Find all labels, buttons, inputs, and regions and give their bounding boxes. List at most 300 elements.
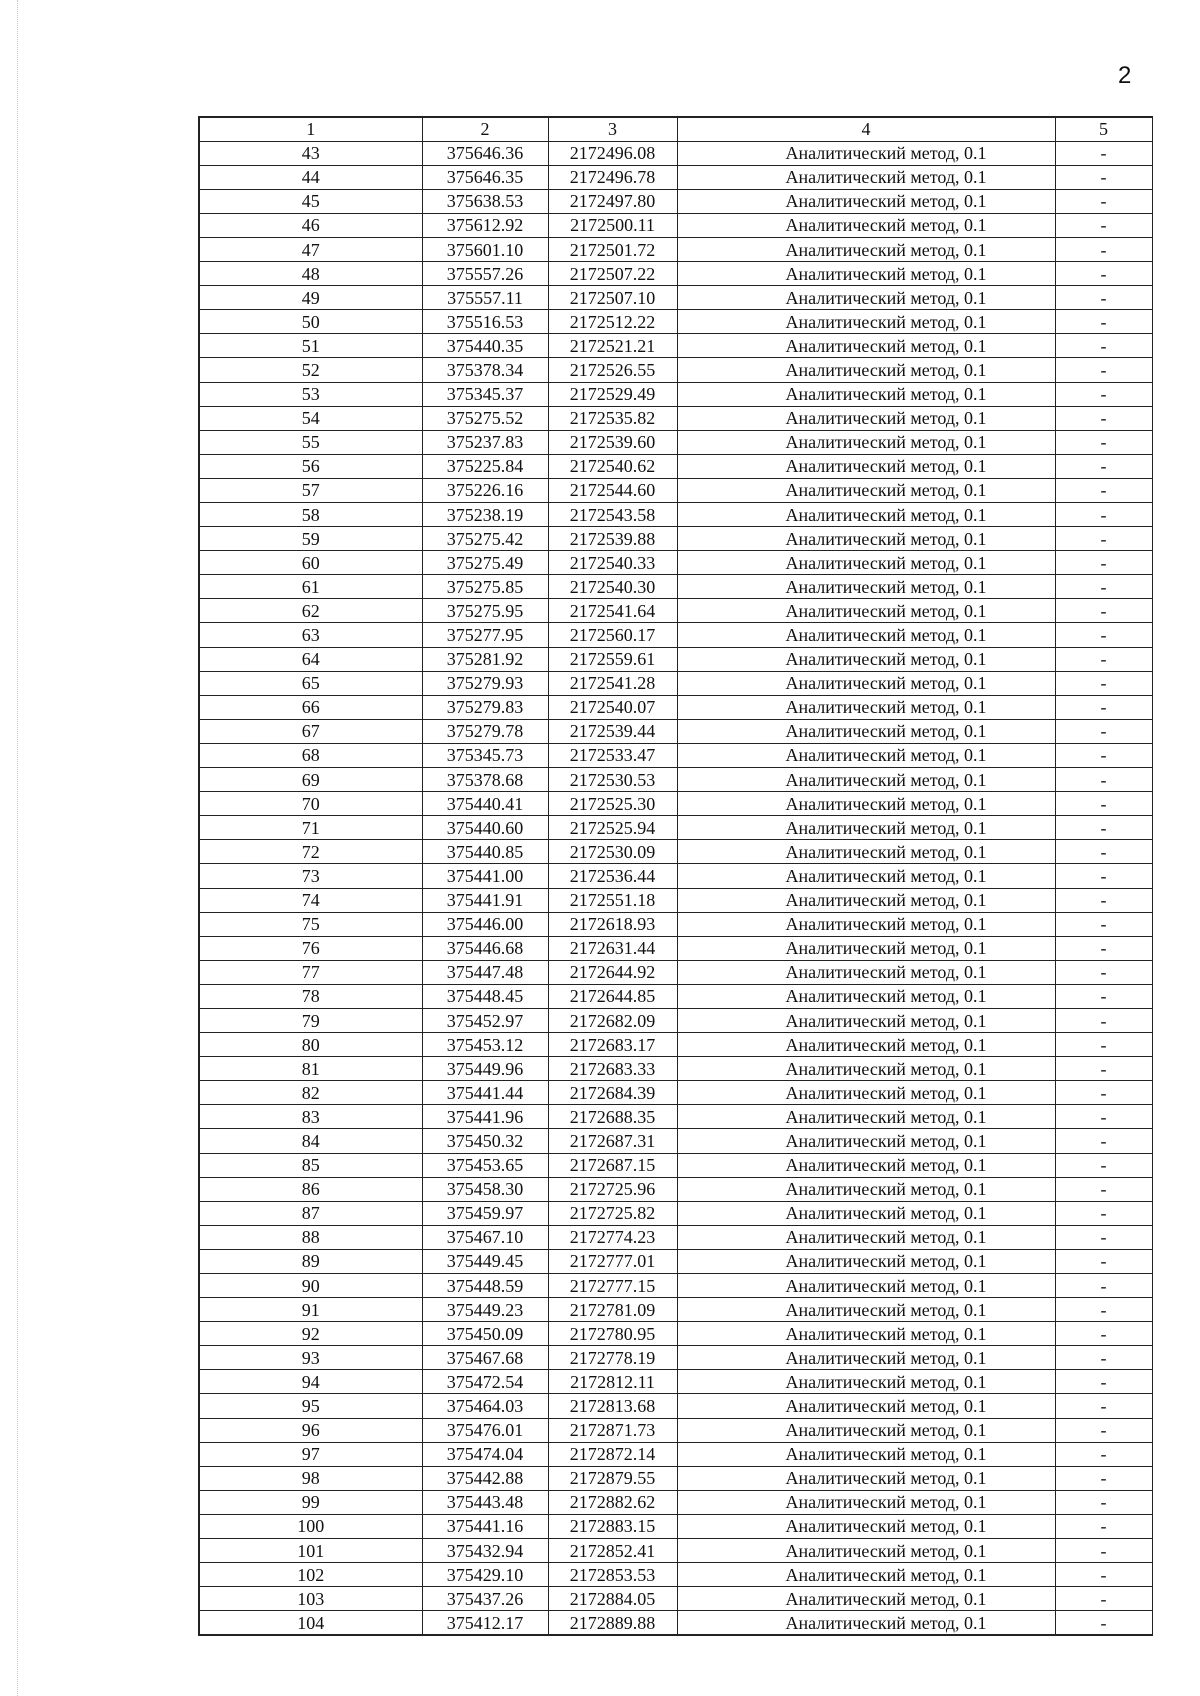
x-coordinate-cell: 375646.35 xyxy=(422,165,548,189)
x-coordinate-cell: 375449.96 xyxy=(422,1057,548,1081)
note-cell: - xyxy=(1055,1370,1152,1394)
y-coordinate-cell: 2172501.72 xyxy=(548,237,677,261)
method-cell: Аналитический метод, 0.1 xyxy=(677,237,1055,261)
note-cell: - xyxy=(1055,695,1152,719)
point-number-cell: 93 xyxy=(199,1346,422,1370)
method-cell: Аналитический метод, 0.1 xyxy=(677,912,1055,936)
y-coordinate-cell: 2172541.28 xyxy=(548,671,677,695)
method-cell: Аналитический метод, 0.1 xyxy=(677,1514,1055,1538)
y-coordinate-cell: 2172512.22 xyxy=(548,310,677,334)
note-cell: - xyxy=(1055,1249,1152,1273)
note-cell: - xyxy=(1055,1274,1152,1298)
method-cell: Аналитический метод, 0.1 xyxy=(677,575,1055,599)
method-cell: Аналитический метод, 0.1 xyxy=(677,1274,1055,1298)
x-coordinate-cell: 375378.68 xyxy=(422,768,548,792)
y-coordinate-cell: 2172682.09 xyxy=(548,1008,677,1032)
y-coordinate-cell: 2172543.58 xyxy=(548,503,677,527)
x-coordinate-cell: 375458.30 xyxy=(422,1177,548,1201)
point-number-cell: 59 xyxy=(199,527,422,551)
method-cell: Аналитический метод, 0.1 xyxy=(677,551,1055,575)
point-number-cell: 51 xyxy=(199,334,422,358)
method-cell: Аналитический метод, 0.1 xyxy=(677,1322,1055,1346)
y-coordinate-cell: 2172725.96 xyxy=(548,1177,677,1201)
x-coordinate-cell: 375446.68 xyxy=(422,936,548,960)
scan-margin-line xyxy=(17,0,18,1696)
y-coordinate-cell: 2172525.94 xyxy=(548,816,677,840)
y-coordinate-cell: 2172883.15 xyxy=(548,1514,677,1538)
method-cell: Аналитический метод, 0.1 xyxy=(677,647,1055,671)
table-row xyxy=(199,1129,1152,1153)
x-coordinate-cell: 375448.45 xyxy=(422,984,548,1008)
method-cell: Аналитический метод, 0.1 xyxy=(677,888,1055,912)
x-coordinate-cell: 375440.85 xyxy=(422,840,548,864)
table-row xyxy=(199,382,1152,406)
note-cell: - xyxy=(1055,237,1152,261)
y-coordinate-cell: 2172781.09 xyxy=(548,1298,677,1322)
table-row xyxy=(199,358,1152,382)
point-number-cell: 68 xyxy=(199,743,422,767)
method-cell: Аналитический метод, 0.1 xyxy=(677,1057,1055,1081)
note-cell: - xyxy=(1055,1298,1152,1322)
point-number-cell: 96 xyxy=(199,1418,422,1442)
table-row xyxy=(199,1105,1152,1129)
y-coordinate-cell: 2172541.64 xyxy=(548,599,677,623)
method-cell: Аналитический метод, 0.1 xyxy=(677,840,1055,864)
point-number-cell: 53 xyxy=(199,382,422,406)
method-cell: Аналитический метод, 0.1 xyxy=(677,1418,1055,1442)
y-coordinate-cell: 2172540.33 xyxy=(548,551,677,575)
note-cell: - xyxy=(1055,1105,1152,1129)
x-coordinate-cell: 375452.97 xyxy=(422,1008,548,1032)
x-coordinate-cell: 375453.12 xyxy=(422,1033,548,1057)
note-cell: - xyxy=(1055,1563,1152,1587)
point-number-cell: 56 xyxy=(199,454,422,478)
coordinates-table xyxy=(198,116,1153,1636)
y-coordinate-cell: 2172644.85 xyxy=(548,984,677,1008)
method-cell: Аналитический метод, 0.1 xyxy=(677,1081,1055,1105)
x-coordinate-cell: 375279.83 xyxy=(422,695,548,719)
point-number-cell: 97 xyxy=(199,1442,422,1466)
method-cell: Аналитический метод, 0.1 xyxy=(677,816,1055,840)
page-number: 2 xyxy=(1118,62,1132,89)
table-row xyxy=(199,1225,1152,1249)
y-coordinate-cell: 2172530.09 xyxy=(548,840,677,864)
note-cell: - xyxy=(1055,262,1152,286)
y-coordinate-cell: 2172540.62 xyxy=(548,454,677,478)
method-cell: Аналитический метод, 0.1 xyxy=(677,695,1055,719)
x-coordinate-cell: 375275.52 xyxy=(422,406,548,430)
method-cell: Аналитический метод, 0.1 xyxy=(677,671,1055,695)
point-number-cell: 104 xyxy=(199,1611,422,1635)
point-number-cell: 91 xyxy=(199,1298,422,1322)
table-row xyxy=(199,503,1152,527)
note-cell: - xyxy=(1055,864,1152,888)
table-row xyxy=(199,1033,1152,1057)
y-coordinate-cell: 2172540.30 xyxy=(548,575,677,599)
table-row xyxy=(199,334,1152,358)
y-coordinate-cell: 2172521.21 xyxy=(548,334,677,358)
method-cell: Аналитический метод, 0.1 xyxy=(677,165,1055,189)
table-row xyxy=(199,984,1152,1008)
note-cell: - xyxy=(1055,816,1152,840)
table-row xyxy=(199,864,1152,888)
point-number-cell: 92 xyxy=(199,1322,422,1346)
method-cell: Аналитический метод, 0.1 xyxy=(677,1563,1055,1587)
method-cell: Аналитический метод, 0.1 xyxy=(677,213,1055,237)
note-cell: - xyxy=(1055,1153,1152,1177)
table-row xyxy=(199,719,1152,743)
method-cell: Аналитический метод, 0.1 xyxy=(677,1370,1055,1394)
table-row xyxy=(199,1490,1152,1514)
table-row xyxy=(199,1370,1152,1394)
table-row xyxy=(199,551,1152,575)
table-row xyxy=(199,1563,1152,1587)
x-coordinate-cell: 375447.48 xyxy=(422,960,548,984)
method-cell: Аналитический метод, 0.1 xyxy=(677,1225,1055,1249)
point-number-cell: 61 xyxy=(199,575,422,599)
method-cell: Аналитический метод, 0.1 xyxy=(677,1490,1055,1514)
x-coordinate-cell: 375442.88 xyxy=(422,1466,548,1490)
x-coordinate-cell: 375441.16 xyxy=(422,1514,548,1538)
note-cell: - xyxy=(1055,1177,1152,1201)
note-cell: - xyxy=(1055,527,1152,551)
point-number-cell: 60 xyxy=(199,551,422,575)
x-coordinate-cell: 375557.11 xyxy=(422,286,548,310)
note-cell: - xyxy=(1055,454,1152,478)
y-coordinate-cell: 2172507.22 xyxy=(548,262,677,286)
table-row xyxy=(199,1514,1152,1538)
point-number-cell: 85 xyxy=(199,1153,422,1177)
x-coordinate-cell: 375226.16 xyxy=(422,478,548,502)
x-coordinate-cell: 375449.45 xyxy=(422,1249,548,1273)
table-row xyxy=(199,478,1152,502)
note-cell: - xyxy=(1055,1490,1152,1514)
method-cell: Аналитический метод, 0.1 xyxy=(677,527,1055,551)
y-coordinate-cell: 2172683.17 xyxy=(548,1033,677,1057)
table-row xyxy=(199,213,1152,237)
table-row xyxy=(199,1274,1152,1298)
y-coordinate-cell: 2172530.53 xyxy=(548,768,677,792)
note-cell: - xyxy=(1055,984,1152,1008)
y-coordinate-cell: 2172559.61 xyxy=(548,647,677,671)
method-cell: Аналитический метод, 0.1 xyxy=(677,189,1055,213)
y-coordinate-cell: 2172879.55 xyxy=(548,1466,677,1490)
method-cell: Аналитический метод, 0.1 xyxy=(677,1394,1055,1418)
method-cell: Аналитический метод, 0.1 xyxy=(677,984,1055,1008)
method-cell: Аналитический метод, 0.1 xyxy=(677,768,1055,792)
table-row xyxy=(199,768,1152,792)
note-cell: - xyxy=(1055,960,1152,984)
table-row xyxy=(199,1539,1152,1563)
x-coordinate-cell: 375638.53 xyxy=(422,189,548,213)
x-coordinate-cell: 375345.37 xyxy=(422,382,548,406)
y-coordinate-cell: 2172889.88 xyxy=(548,1611,677,1635)
table-row xyxy=(199,575,1152,599)
x-coordinate-cell: 375281.92 xyxy=(422,647,548,671)
point-number-cell: 46 xyxy=(199,213,422,237)
note-cell: - xyxy=(1055,1418,1152,1442)
point-number-cell: 90 xyxy=(199,1274,422,1298)
method-cell: Аналитический метод, 0.1 xyxy=(677,960,1055,984)
point-number-cell: 84 xyxy=(199,1129,422,1153)
y-coordinate-cell: 2172631.44 xyxy=(548,936,677,960)
x-coordinate-cell: 375275.49 xyxy=(422,551,548,575)
point-number-cell: 58 xyxy=(199,503,422,527)
y-coordinate-cell: 2172497.80 xyxy=(548,189,677,213)
method-cell: Аналитический метод, 0.1 xyxy=(677,310,1055,334)
table-row xyxy=(199,1322,1152,1346)
note-cell: - xyxy=(1055,1057,1152,1081)
note-cell: - xyxy=(1055,1033,1152,1057)
table-row xyxy=(199,1466,1152,1490)
x-coordinate-cell: 375557.26 xyxy=(422,262,548,286)
method-cell: Аналитический метод, 0.1 xyxy=(677,454,1055,478)
y-coordinate-cell: 2172687.31 xyxy=(548,1129,677,1153)
x-coordinate-cell: 375441.44 xyxy=(422,1081,548,1105)
method-cell: Аналитический метод, 0.1 xyxy=(677,286,1055,310)
y-coordinate-cell: 2172688.35 xyxy=(548,1105,677,1129)
table-row xyxy=(199,1298,1152,1322)
x-coordinate-cell: 375275.42 xyxy=(422,527,548,551)
note-cell: - xyxy=(1055,671,1152,695)
note-cell: - xyxy=(1055,406,1152,430)
x-coordinate-cell: 375440.35 xyxy=(422,334,548,358)
y-coordinate-cell: 2172536.44 xyxy=(548,864,677,888)
table-row xyxy=(199,840,1152,864)
y-coordinate-cell: 2172812.11 xyxy=(548,1370,677,1394)
point-number-cell: 70 xyxy=(199,792,422,816)
method-cell: Аналитический метод, 0.1 xyxy=(677,743,1055,767)
x-coordinate-cell: 375275.95 xyxy=(422,599,548,623)
point-number-cell: 63 xyxy=(199,623,422,647)
note-cell: - xyxy=(1055,599,1152,623)
method-cell: Аналитический метод, 0.1 xyxy=(677,478,1055,502)
note-cell: - xyxy=(1055,1442,1152,1466)
table-row xyxy=(199,1249,1152,1273)
y-coordinate-cell: 2172813.68 xyxy=(548,1394,677,1418)
table-body xyxy=(199,141,1152,1635)
x-coordinate-cell: 375646.36 xyxy=(422,141,548,165)
note-cell: - xyxy=(1055,165,1152,189)
table-row xyxy=(199,286,1152,310)
note-cell: - xyxy=(1055,430,1152,454)
method-cell: Аналитический метод, 0.1 xyxy=(677,864,1055,888)
x-coordinate-cell: 375345.73 xyxy=(422,743,548,767)
x-coordinate-cell: 375279.78 xyxy=(422,719,548,743)
table-row xyxy=(199,1418,1152,1442)
table-row xyxy=(199,912,1152,936)
y-coordinate-cell: 2172683.33 xyxy=(548,1057,677,1081)
header-col-3: 3 xyxy=(548,117,677,141)
y-coordinate-cell: 2172529.49 xyxy=(548,382,677,406)
x-coordinate-cell: 375450.09 xyxy=(422,1322,548,1346)
point-number-cell: 48 xyxy=(199,262,422,286)
y-coordinate-cell: 2172500.11 xyxy=(548,213,677,237)
y-coordinate-cell: 2172687.15 xyxy=(548,1153,677,1177)
x-coordinate-cell: 375429.10 xyxy=(422,1563,548,1587)
x-coordinate-cell: 375449.23 xyxy=(422,1298,548,1322)
x-coordinate-cell: 375601.10 xyxy=(422,237,548,261)
note-cell: - xyxy=(1055,1225,1152,1249)
y-coordinate-cell: 2172533.47 xyxy=(548,743,677,767)
method-cell: Аналитический метод, 0.1 xyxy=(677,1442,1055,1466)
point-number-cell: 45 xyxy=(199,189,422,213)
note-cell: - xyxy=(1055,768,1152,792)
method-cell: Аналитический метод, 0.1 xyxy=(677,382,1055,406)
table-row xyxy=(199,189,1152,213)
table-row xyxy=(199,647,1152,671)
y-coordinate-cell: 2172507.10 xyxy=(548,286,677,310)
point-number-cell: 101 xyxy=(199,1539,422,1563)
method-cell: Аналитический метод, 0.1 xyxy=(677,792,1055,816)
y-coordinate-cell: 2172780.95 xyxy=(548,1322,677,1346)
method-cell: Аналитический метод, 0.1 xyxy=(677,936,1055,960)
method-cell: Аналитический метод, 0.1 xyxy=(677,430,1055,454)
table-row xyxy=(199,1153,1152,1177)
method-cell: Аналитический метод, 0.1 xyxy=(677,1129,1055,1153)
x-coordinate-cell: 375474.04 xyxy=(422,1442,548,1466)
x-coordinate-cell: 375441.96 xyxy=(422,1105,548,1129)
note-cell: - xyxy=(1055,1346,1152,1370)
y-coordinate-cell: 2172535.82 xyxy=(548,406,677,430)
point-number-cell: 82 xyxy=(199,1081,422,1105)
note-cell: - xyxy=(1055,1611,1152,1635)
table-row xyxy=(199,430,1152,454)
header-col-1: 1 xyxy=(199,117,422,141)
point-number-cell: 99 xyxy=(199,1490,422,1514)
y-coordinate-cell: 2172777.15 xyxy=(548,1274,677,1298)
note-cell: - xyxy=(1055,213,1152,237)
note-cell: - xyxy=(1055,1539,1152,1563)
x-coordinate-cell: 375441.91 xyxy=(422,888,548,912)
method-cell: Аналитический метод, 0.1 xyxy=(677,1177,1055,1201)
point-number-cell: 66 xyxy=(199,695,422,719)
table-row xyxy=(199,695,1152,719)
point-number-cell: 76 xyxy=(199,936,422,960)
method-cell: Аналитический метод, 0.1 xyxy=(677,262,1055,286)
method-cell: Аналитический метод, 0.1 xyxy=(677,1587,1055,1611)
table-header xyxy=(199,117,1152,141)
y-coordinate-cell: 2172540.07 xyxy=(548,695,677,719)
point-number-cell: 44 xyxy=(199,165,422,189)
note-cell: - xyxy=(1055,141,1152,165)
y-coordinate-cell: 2172560.17 xyxy=(548,623,677,647)
x-coordinate-cell: 375453.65 xyxy=(422,1153,548,1177)
note-cell: - xyxy=(1055,1394,1152,1418)
point-number-cell: 75 xyxy=(199,912,422,936)
table-row xyxy=(199,671,1152,695)
point-number-cell: 102 xyxy=(199,1563,422,1587)
point-number-cell: 87 xyxy=(199,1201,422,1225)
method-cell: Аналитический метод, 0.1 xyxy=(677,1153,1055,1177)
header-col-5: 5 xyxy=(1055,117,1152,141)
point-number-cell: 47 xyxy=(199,237,422,261)
header-row xyxy=(199,117,1152,141)
method-cell: Аналитический метод, 0.1 xyxy=(677,334,1055,358)
y-coordinate-cell: 2172539.44 xyxy=(548,719,677,743)
note-cell: - xyxy=(1055,840,1152,864)
note-cell: - xyxy=(1055,1201,1152,1225)
header-col-2: 2 xyxy=(422,117,548,141)
y-coordinate-cell: 2172526.55 xyxy=(548,358,677,382)
note-cell: - xyxy=(1055,575,1152,599)
y-coordinate-cell: 2172852.41 xyxy=(548,1539,677,1563)
point-number-cell: 65 xyxy=(199,671,422,695)
point-number-cell: 103 xyxy=(199,1587,422,1611)
point-number-cell: 57 xyxy=(199,478,422,502)
point-number-cell: 43 xyxy=(199,141,422,165)
table-row xyxy=(199,936,1152,960)
note-cell: - xyxy=(1055,1587,1152,1611)
x-coordinate-cell: 375459.97 xyxy=(422,1201,548,1225)
note-cell: - xyxy=(1055,310,1152,334)
y-coordinate-cell: 2172777.01 xyxy=(548,1249,677,1273)
note-cell: - xyxy=(1055,1466,1152,1490)
point-number-cell: 71 xyxy=(199,816,422,840)
point-number-cell: 78 xyxy=(199,984,422,1008)
method-cell: Аналитический метод, 0.1 xyxy=(677,1346,1055,1370)
point-number-cell: 89 xyxy=(199,1249,422,1273)
table-row xyxy=(199,1081,1152,1105)
point-number-cell: 83 xyxy=(199,1105,422,1129)
note-cell: - xyxy=(1055,743,1152,767)
y-coordinate-cell: 2172496.78 xyxy=(548,165,677,189)
table-row xyxy=(199,743,1152,767)
point-number-cell: 81 xyxy=(199,1057,422,1081)
table-row xyxy=(199,1346,1152,1370)
x-coordinate-cell: 375441.00 xyxy=(422,864,548,888)
x-coordinate-cell: 375516.53 xyxy=(422,310,548,334)
x-coordinate-cell: 375432.94 xyxy=(422,1539,548,1563)
table-row xyxy=(199,310,1152,334)
x-coordinate-cell: 375275.85 xyxy=(422,575,548,599)
x-coordinate-cell: 375440.60 xyxy=(422,816,548,840)
point-number-cell: 52 xyxy=(199,358,422,382)
point-number-cell: 88 xyxy=(199,1225,422,1249)
method-cell: Аналитический метод, 0.1 xyxy=(677,623,1055,647)
point-number-cell: 86 xyxy=(199,1177,422,1201)
table-row xyxy=(199,960,1152,984)
note-cell: - xyxy=(1055,1129,1152,1153)
y-coordinate-cell: 2172871.73 xyxy=(548,1418,677,1442)
method-cell: Аналитический метод, 0.1 xyxy=(677,1249,1055,1273)
x-coordinate-cell: 375412.17 xyxy=(422,1611,548,1635)
y-coordinate-cell: 2172496.08 xyxy=(548,141,677,165)
method-cell: Аналитический метод, 0.1 xyxy=(677,1466,1055,1490)
table-row xyxy=(199,792,1152,816)
y-coordinate-cell: 2172684.39 xyxy=(548,1081,677,1105)
note-cell: - xyxy=(1055,334,1152,358)
note-cell: - xyxy=(1055,888,1152,912)
y-coordinate-cell: 2172872.14 xyxy=(548,1442,677,1466)
table-row xyxy=(199,1587,1152,1611)
point-number-cell: 77 xyxy=(199,960,422,984)
note-cell: - xyxy=(1055,1081,1152,1105)
table-row xyxy=(199,141,1152,165)
point-number-cell: 62 xyxy=(199,599,422,623)
method-cell: Аналитический метод, 0.1 xyxy=(677,599,1055,623)
table-row xyxy=(199,816,1152,840)
table-row xyxy=(199,888,1152,912)
x-coordinate-cell: 375476.01 xyxy=(422,1418,548,1442)
method-cell: Аналитический метод, 0.1 xyxy=(677,1201,1055,1225)
y-coordinate-cell: 2172544.60 xyxy=(548,478,677,502)
point-number-cell: 50 xyxy=(199,310,422,334)
point-number-cell: 73 xyxy=(199,864,422,888)
table-row xyxy=(199,1442,1152,1466)
table-row xyxy=(199,237,1152,261)
x-coordinate-cell: 375277.95 xyxy=(422,623,548,647)
